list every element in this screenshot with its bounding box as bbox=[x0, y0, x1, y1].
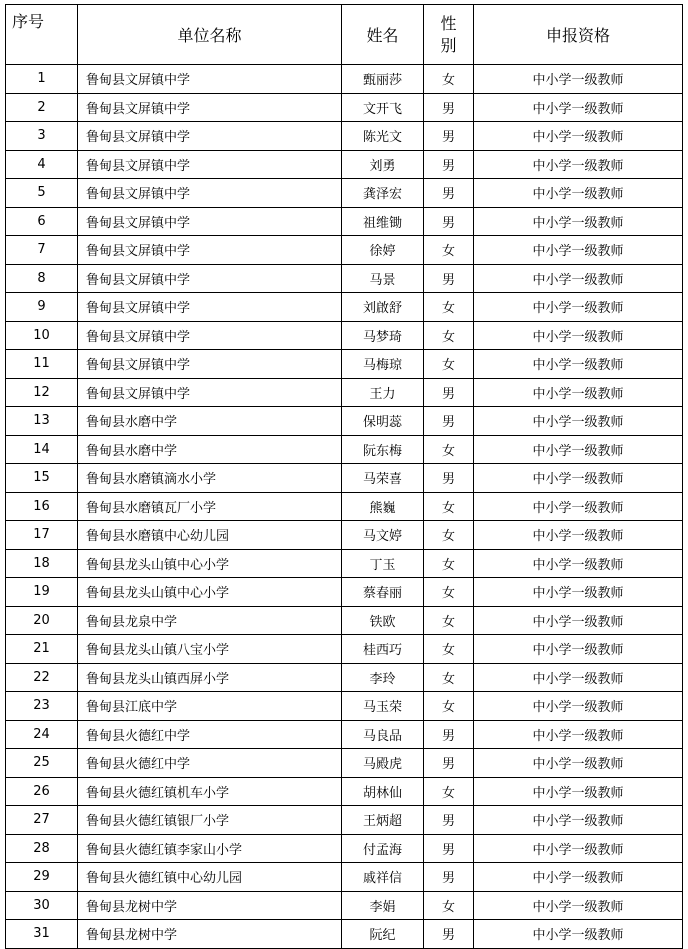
table-row bbox=[6, 521, 683, 550]
cell-qualification: 中小学一级教师 bbox=[474, 692, 683, 721]
cell-gender: 男 bbox=[424, 93, 474, 122]
cell-unit: 鲁甸县水磨镇中心幼儿园 bbox=[78, 521, 342, 550]
table-row bbox=[6, 692, 683, 721]
table-row bbox=[6, 663, 683, 692]
cell-qualification: 中小学一级教师 bbox=[474, 920, 683, 949]
cell-unit: 鲁甸县龙头山镇中心小学 bbox=[78, 549, 342, 578]
cell-seq: 14 bbox=[6, 435, 78, 464]
cell-gender: 女 bbox=[424, 65, 474, 94]
cell-name: 马荣喜 bbox=[342, 464, 424, 493]
cell-unit: 鲁甸县龙头山镇中心小学 bbox=[78, 578, 342, 607]
cell-gender: 男 bbox=[424, 150, 474, 179]
cell-gender: 女 bbox=[424, 435, 474, 464]
cell-seq: 15 bbox=[6, 464, 78, 493]
cell-seq: 8 bbox=[6, 264, 78, 293]
cell-qualification: 中小学一级教师 bbox=[474, 122, 683, 151]
cell-qualification: 中小学一级教师 bbox=[474, 93, 683, 122]
table-row bbox=[6, 891, 683, 920]
table-row bbox=[6, 635, 683, 664]
cell-name: 文开飞 bbox=[342, 93, 424, 122]
cell-name: 熊巍 bbox=[342, 492, 424, 521]
cell-qualification: 中小学一级教师 bbox=[474, 378, 683, 407]
cell-seq: 4 bbox=[6, 150, 78, 179]
cell-gender: 女 bbox=[424, 350, 474, 379]
cell-qualification: 中小学一级教师 bbox=[474, 720, 683, 749]
cell-seq: 12 bbox=[6, 378, 78, 407]
table-row bbox=[6, 236, 683, 265]
table-row bbox=[6, 777, 683, 806]
cell-unit: 鲁甸县火德红中学 bbox=[78, 749, 342, 778]
cell-qualification: 中小学一级教师 bbox=[474, 179, 683, 208]
cell-name: 马景 bbox=[342, 264, 424, 293]
cell-unit: 鲁甸县火德红中学 bbox=[78, 720, 342, 749]
header-gender-line1: 性 bbox=[440, 13, 457, 33]
table-row bbox=[6, 578, 683, 607]
cell-qualification: 中小学一级教师 bbox=[474, 606, 683, 635]
cell-name: 王力 bbox=[342, 378, 424, 407]
cell-unit: 鲁甸县文屏镇中学 bbox=[78, 122, 342, 151]
table-row bbox=[6, 65, 683, 94]
cell-name: 丁玉 bbox=[342, 549, 424, 578]
cell-name: 马良品 bbox=[342, 720, 424, 749]
cell-unit: 鲁甸县龙头山镇八宝小学 bbox=[78, 635, 342, 664]
cell-name: 刘啟舒 bbox=[342, 293, 424, 322]
table-row bbox=[6, 150, 683, 179]
cell-seq: 13 bbox=[6, 407, 78, 436]
cell-unit: 鲁甸县文屏镇中学 bbox=[78, 321, 342, 350]
header-qualification: 申报资格 bbox=[474, 5, 683, 65]
cell-unit: 鲁甸县水磨中学 bbox=[78, 435, 342, 464]
cell-qualification: 中小学一级教师 bbox=[474, 806, 683, 835]
table-row bbox=[6, 749, 683, 778]
cell-qualification: 中小学一级教师 bbox=[474, 207, 683, 236]
cell-seq: 30 bbox=[6, 891, 78, 920]
cell-unit: 鲁甸县文屏镇中学 bbox=[78, 179, 342, 208]
cell-name: 徐婷 bbox=[342, 236, 424, 265]
cell-name: 甄丽莎 bbox=[342, 65, 424, 94]
table-row bbox=[6, 920, 683, 949]
table-row bbox=[6, 806, 683, 835]
cell-unit: 鲁甸县文屏镇中学 bbox=[78, 293, 342, 322]
cell-unit: 鲁甸县龙头山镇西屏小学 bbox=[78, 663, 342, 692]
cell-seq: 31 bbox=[6, 920, 78, 949]
cell-unit: 鲁甸县水磨中学 bbox=[78, 407, 342, 436]
cell-qualification: 中小学一级教师 bbox=[474, 293, 683, 322]
cell-gender: 女 bbox=[424, 663, 474, 692]
table-row bbox=[6, 606, 683, 635]
cell-unit: 鲁甸县文屏镇中学 bbox=[78, 378, 342, 407]
cell-gender: 男 bbox=[424, 720, 474, 749]
cell-gender: 男 bbox=[424, 407, 474, 436]
table-row bbox=[6, 179, 683, 208]
cell-gender: 女 bbox=[424, 321, 474, 350]
cell-gender: 男 bbox=[424, 378, 474, 407]
cell-qualification: 中小学一级教师 bbox=[474, 521, 683, 550]
cell-seq: 6 bbox=[6, 207, 78, 236]
cell-qualification: 中小学一级教师 bbox=[474, 863, 683, 892]
cell-name: 马梦琦 bbox=[342, 321, 424, 350]
cell-gender: 女 bbox=[424, 777, 474, 806]
cell-seq: 19 bbox=[6, 578, 78, 607]
cell-name: 桂西巧 bbox=[342, 635, 424, 664]
table-row bbox=[6, 264, 683, 293]
table-body bbox=[6, 65, 683, 949]
cell-name: 龚泽宏 bbox=[342, 179, 424, 208]
cell-qualification: 中小学一级教师 bbox=[474, 150, 683, 179]
cell-unit: 鲁甸县水磨镇瓦厂小学 bbox=[78, 492, 342, 521]
cell-seq: 17 bbox=[6, 521, 78, 550]
cell-name: 阮纪 bbox=[342, 920, 424, 949]
table-row bbox=[6, 378, 683, 407]
cell-qualification: 中小学一级教师 bbox=[474, 834, 683, 863]
cell-qualification: 中小学一级教师 bbox=[474, 236, 683, 265]
cell-name: 王炳超 bbox=[342, 806, 424, 835]
cell-gender: 女 bbox=[424, 521, 474, 550]
table-row bbox=[6, 321, 683, 350]
header-row bbox=[6, 5, 683, 65]
cell-gender: 女 bbox=[424, 492, 474, 521]
cell-name: 戚祥信 bbox=[342, 863, 424, 892]
cell-seq: 20 bbox=[6, 606, 78, 635]
teacher-qualification-table bbox=[5, 4, 683, 949]
cell-gender: 男 bbox=[424, 863, 474, 892]
cell-gender: 男 bbox=[424, 464, 474, 493]
cell-qualification: 中小学一级教师 bbox=[474, 65, 683, 94]
cell-seq: 1 bbox=[6, 65, 78, 94]
cell-unit: 鲁甸县火德红镇李家山小学 bbox=[78, 834, 342, 863]
cell-qualification: 中小学一级教师 bbox=[474, 435, 683, 464]
cell-seq: 7 bbox=[6, 236, 78, 265]
header-seq: 序号 bbox=[6, 5, 78, 65]
table-row bbox=[6, 720, 683, 749]
cell-qualification: 中小学一级教师 bbox=[474, 549, 683, 578]
cell-seq: 16 bbox=[6, 492, 78, 521]
cell-name: 陈光文 bbox=[342, 122, 424, 151]
table-header bbox=[6, 5, 683, 65]
table-row bbox=[6, 863, 683, 892]
cell-gender: 男 bbox=[424, 264, 474, 293]
cell-unit: 鲁甸县火德红镇银厂小学 bbox=[78, 806, 342, 835]
cell-gender: 女 bbox=[424, 578, 474, 607]
cell-name: 保明蕊 bbox=[342, 407, 424, 436]
table-row bbox=[6, 834, 683, 863]
table-row bbox=[6, 93, 683, 122]
header-gender-line2: 别 bbox=[440, 35, 457, 55]
cell-qualification: 中小学一级教师 bbox=[474, 891, 683, 920]
cell-seq: 5 bbox=[6, 179, 78, 208]
cell-gender: 男 bbox=[424, 806, 474, 835]
table-row bbox=[6, 435, 683, 464]
cell-name: 付孟海 bbox=[342, 834, 424, 863]
table-row bbox=[6, 464, 683, 493]
cell-unit: 鲁甸县水磨镇滴水小学 bbox=[78, 464, 342, 493]
cell-seq: 9 bbox=[6, 293, 78, 322]
cell-gender: 男 bbox=[424, 834, 474, 863]
cell-seq: 18 bbox=[6, 549, 78, 578]
cell-gender: 男 bbox=[424, 920, 474, 949]
cell-seq: 21 bbox=[6, 635, 78, 664]
cell-gender: 男 bbox=[424, 207, 474, 236]
cell-unit: 鲁甸县火德红镇中心幼儿园 bbox=[78, 863, 342, 892]
cell-seq: 25 bbox=[6, 749, 78, 778]
cell-name: 铁欧 bbox=[342, 606, 424, 635]
cell-gender: 女 bbox=[424, 606, 474, 635]
cell-gender: 女 bbox=[424, 692, 474, 721]
table-row bbox=[6, 492, 683, 521]
cell-qualification: 中小学一级教师 bbox=[474, 663, 683, 692]
cell-qualification: 中小学一级教师 bbox=[474, 777, 683, 806]
cell-seq: 28 bbox=[6, 834, 78, 863]
cell-seq: 10 bbox=[6, 321, 78, 350]
table-row bbox=[6, 407, 683, 436]
cell-qualification: 中小学一级教师 bbox=[474, 321, 683, 350]
cell-unit: 鲁甸县龙树中学 bbox=[78, 891, 342, 920]
header-gender bbox=[424, 5, 474, 65]
cell-seq: 29 bbox=[6, 863, 78, 892]
cell-qualification: 中小学一级教师 bbox=[474, 407, 683, 436]
cell-name: 阮东梅 bbox=[342, 435, 424, 464]
cell-seq: 27 bbox=[6, 806, 78, 835]
cell-gender: 男 bbox=[424, 179, 474, 208]
cell-unit: 鲁甸县江底中学 bbox=[78, 692, 342, 721]
cell-unit: 鲁甸县龙泉中学 bbox=[78, 606, 342, 635]
cell-unit: 鲁甸县文屏镇中学 bbox=[78, 350, 342, 379]
cell-qualification: 中小学一级教师 bbox=[474, 492, 683, 521]
cell-unit: 鲁甸县文屏镇中学 bbox=[78, 65, 342, 94]
cell-gender: 女 bbox=[424, 549, 474, 578]
cell-unit: 鲁甸县火德红镇机车小学 bbox=[78, 777, 342, 806]
cell-name: 马殿虎 bbox=[342, 749, 424, 778]
cell-name: 李娟 bbox=[342, 891, 424, 920]
cell-seq: 2 bbox=[6, 93, 78, 122]
cell-name: 马玉荣 bbox=[342, 692, 424, 721]
cell-name: 祖维锄 bbox=[342, 207, 424, 236]
header-name: 姓名 bbox=[342, 5, 424, 65]
cell-unit: 鲁甸县文屏镇中学 bbox=[78, 264, 342, 293]
cell-gender: 女 bbox=[424, 293, 474, 322]
cell-unit: 鲁甸县文屏镇中学 bbox=[78, 236, 342, 265]
cell-qualification: 中小学一级教师 bbox=[474, 635, 683, 664]
cell-name: 刘勇 bbox=[342, 150, 424, 179]
cell-gender: 男 bbox=[424, 122, 474, 151]
cell-qualification: 中小学一级教师 bbox=[474, 350, 683, 379]
cell-seq: 26 bbox=[6, 777, 78, 806]
cell-name: 蔡春丽 bbox=[342, 578, 424, 607]
cell-seq: 3 bbox=[6, 122, 78, 151]
table-row bbox=[6, 207, 683, 236]
table-row bbox=[6, 293, 683, 322]
cell-unit: 鲁甸县文屏镇中学 bbox=[78, 207, 342, 236]
cell-gender: 女 bbox=[424, 891, 474, 920]
cell-unit: 鲁甸县龙树中学 bbox=[78, 920, 342, 949]
cell-unit: 鲁甸县文屏镇中学 bbox=[78, 150, 342, 179]
cell-gender: 男 bbox=[424, 749, 474, 778]
cell-qualification: 中小学一级教师 bbox=[474, 749, 683, 778]
cell-name: 李玲 bbox=[342, 663, 424, 692]
cell-seq: 11 bbox=[6, 350, 78, 379]
cell-gender: 女 bbox=[424, 236, 474, 265]
cell-qualification: 中小学一级教师 bbox=[474, 264, 683, 293]
cell-unit: 鲁甸县文屏镇中学 bbox=[78, 93, 342, 122]
cell-name: 胡林仙 bbox=[342, 777, 424, 806]
cell-qualification: 中小学一级教师 bbox=[474, 464, 683, 493]
header-unit: 单位名称 bbox=[78, 5, 342, 65]
cell-seq: 23 bbox=[6, 692, 78, 721]
cell-gender: 女 bbox=[424, 635, 474, 664]
table-row bbox=[6, 350, 683, 379]
cell-name: 马梅琼 bbox=[342, 350, 424, 379]
cell-seq: 22 bbox=[6, 663, 78, 692]
cell-qualification: 中小学一级教师 bbox=[474, 578, 683, 607]
cell-seq: 24 bbox=[6, 720, 78, 749]
table-row bbox=[6, 549, 683, 578]
cell-name: 马文婷 bbox=[342, 521, 424, 550]
table-row bbox=[6, 122, 683, 151]
